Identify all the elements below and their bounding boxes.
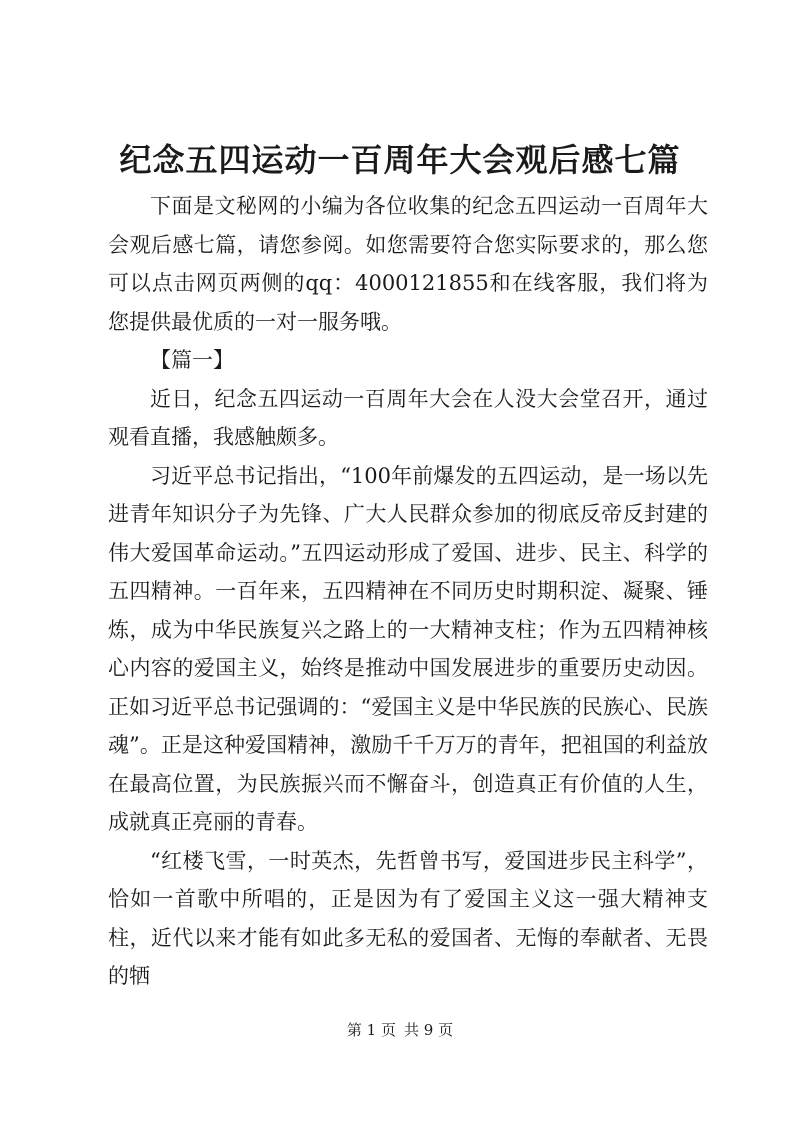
body-paragraph: 习近平总书记指出，“100年前爆发的五四运动，是一场以先进青年知识分子为先锋、广大人民群众参加的彻底反帝反封建的伟大爱国革命运动。”五四运动形成了爱国、进步、民主、科学的五四精神。一百年来，五四精神在不同历史时期积淀、凝聚、锤炼，成为中华民族复兴之路上的一大精神支柱；作为五四精神核心内容的爱国主义，始终是推动中国发展进步的重要历史动因。正如习近平总书记强调的：“爱国主义是中华民族的民族心、民族魂”。正是这种爱国精神，激励千千万万的青年，把祖国的利益放在最高位置，为民族振兴而不懈奋斗，创造真正有价值的人生，成就真正亮丽的青春。 <box>108 463 708 834</box>
page-footer <box>0 1020 800 1040</box>
body-paragraph: 近日，纪念五四运动一百周年大会在人没大会堂召开，通过观看直播，我感触颇多。 <box>108 386 708 449</box>
intro-paragraph: 下面是文秘网的小编为各位收集的纪念五四运动一百周年大会观后感七篇，请您参阅。如您需要符合您实际要求的，那么您可以点击网页两侧的qq：4000121855和在线客服，我们将为您提供最优质的一对一服务哦。 <box>108 194 708 334</box>
page-total: 共 9 页 <box>404 1021 454 1039</box>
page-number: 第 1 页 <box>346 1021 396 1039</box>
document-title: 纪念五四运动一百周年大会观后感七篇 <box>119 141 681 179</box>
section-heading: 【篇一】 <box>150 348 234 372</box>
body-paragraph: “红楼飞雪，一时英杰，先哲曾书写，爱国进步民主科学”，恰如一首歌中所唱的，正是因为有了爱国主义这一强大精神支柱，近代以来才能有如此多无私的爱国者、无悔的奉献者、无畏的牺 <box>108 848 708 988</box>
document-body <box>108 187 708 996</box>
